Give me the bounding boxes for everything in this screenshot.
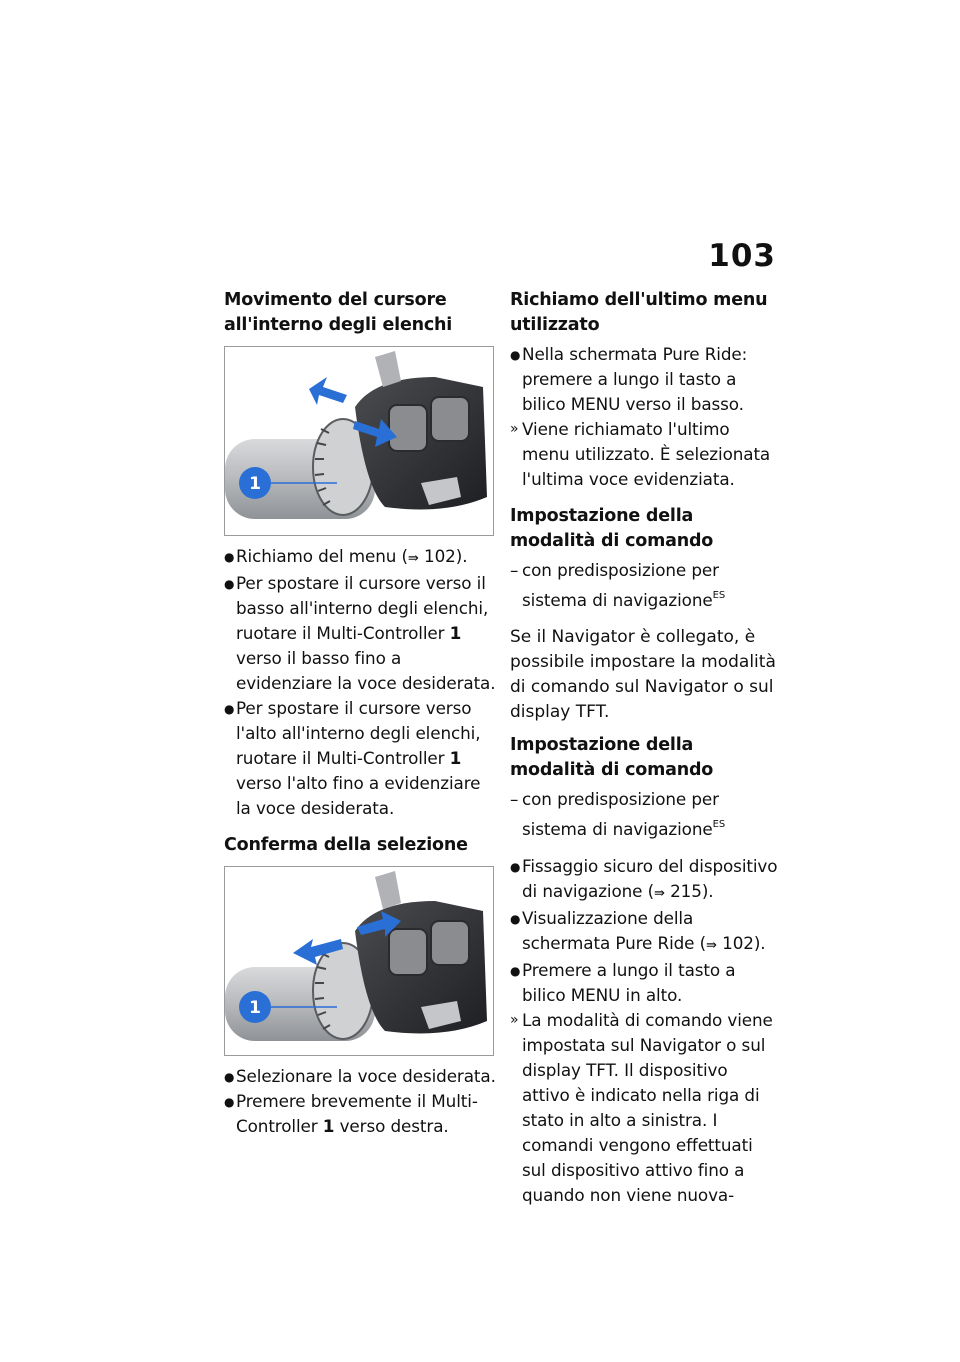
list-item: ● Fissaggio sicuro del dispositivo di navigazione (⇛ 215). (510, 856, 778, 901)
list-item: ● Nella schermata Pure Ride: premere a lungo il tasto a bilico MENU verso il basso. (510, 344, 748, 414)
list-item: ● Per spostare il cursore verso il basso all'interno degli elenchi, ruotare il Multi-Controller 1 verso il basso fino a evidenziare la voce desiderata. (224, 573, 496, 693)
page-reference-icon: ⇛ (407, 551, 419, 566)
figure-multicontroller-press (224, 866, 494, 1056)
section-heading: Impostazione della modalità di comando (510, 735, 714, 780)
condition-item: – con predisposizione per sistema di navigazione$^{ES}$ (510, 789, 726, 839)
button-right (431, 921, 469, 965)
paragraph: Se il Navigator è collegato, è possibile impostare la modalità di comando sul Navigator o sul display TFT. (510, 627, 776, 722)
button-left (389, 405, 427, 451)
section-heading: Movimento del cursore all'interno degli elenchi (224, 290, 453, 335)
instruction-list (224, 1064, 496, 1139)
section-heading: Richiamo dell'ultimo menu utilizzato (510, 290, 768, 335)
page-reference-icon: ⇛ (654, 886, 665, 901)
list-item: ● Premere brevemente il Multi-Controller 1 verso destra. (224, 1091, 478, 1136)
list-item: ● Per spostare il cursore verso l'alto all'interno degli elenchi, ruotare il Multi-Controller 1 verso l'alto fino a evidenziare la voce desiderata. (224, 698, 481, 818)
callout-number: 1 (249, 474, 261, 494)
section-heading: Impostazione della modalità di comando (510, 506, 714, 551)
list-item: ● Richiamo del menu (⇛ 102). (224, 546, 468, 566)
figure-multicontroller-rotate (224, 346, 494, 536)
result-item: » La modalità di comando viene impostata sul Navigator o sul display TFT. Il dispositivo attivo è indicato nella riga di stato in alto a sinistra. I comandi vengono effettuati sul dispositivo attivo fino a quando non viene nuova- (510, 1010, 773, 1205)
list-item: ● Visualizzazione della schermata Pure Ride (⇛ 102). (510, 908, 766, 953)
left-column (224, 288, 496, 1151)
condition-item: – con predisposizione per sistema di navigazione$^{ES}$ (510, 560, 726, 610)
button-right (431, 397, 469, 441)
button-left (389, 929, 427, 975)
page-reference-icon: ⇛ (706, 938, 717, 953)
list-item: ● Selezionare la voce desiderata. (224, 1066, 496, 1086)
result-item: » Viene richiamato l'ultimo menu utilizzato. È selezionata l'ultima voce evidenziata. (510, 419, 771, 489)
right-column (510, 288, 780, 1220)
list-item: ● Premere a lungo il tasto a bilico MENU in alto. (510, 960, 736, 1005)
instruction-list (510, 342, 780, 492)
instruction-list (224, 544, 496, 821)
section-heading: Conferma della selezione (224, 835, 468, 855)
instruction-list (510, 854, 780, 1208)
callout-number: 1 (249, 998, 261, 1018)
condition-list (510, 558, 780, 613)
condition-list (510, 787, 780, 842)
page-number: 103 (708, 238, 776, 274)
